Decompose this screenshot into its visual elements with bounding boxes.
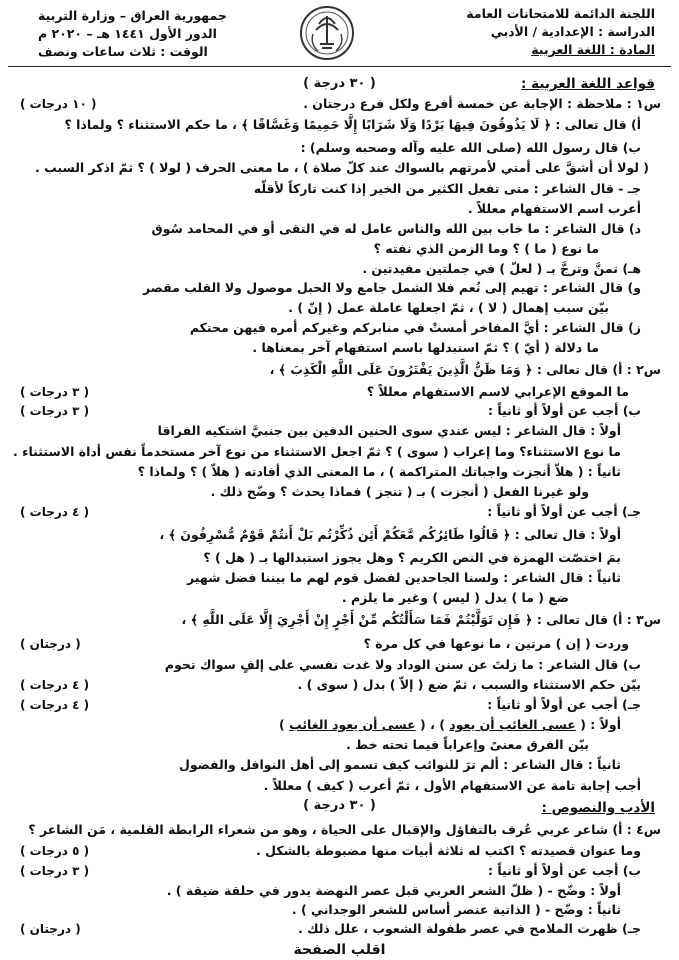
exam-time: الوقت : ثلاث ساعات ونصف <box>38 44 208 59</box>
q3-line: ب) قال الشاعر : ما زلتَ عن سنن الوداد ولا غدت نفسي على إلفٍ سواك تحوم <box>164 657 641 672</box>
q1-line: د) قال الشاعر : ما خاب بين الله والناس عامل له في التقى أو في المحامد سُوق <box>151 221 641 236</box>
q3-marks-a: ( درجتان ) <box>20 637 81 651</box>
q2-line: س٢ : أ) قال تعالى : ﴿ وَمَا ظَنُّ الَّذِينَ يَفْتَرُونَ عَلَى اللَّهِ الْكَذِبَ ﴾ ، <box>269 362 661 377</box>
q4-marks-c: ( درجتان ) <box>20 922 81 936</box>
q3-line: ثانياً : قال الشاعر : ألم ترَ للنوائب كيف تسمو إلى أهل النوافل والفضول <box>179 757 621 772</box>
q1-line: س١ : ملاحظة : الإجابة عن خمسة أفرع ولكل فرع درجتان . <box>303 96 661 111</box>
q1-marks: ( ١٠ درجات ) <box>20 97 97 111</box>
q4-marks-b: ( ٣ درجات ) <box>20 864 90 878</box>
q4-line: جـ) ظهرت الملامح في عصر طفولة الشعوب ، علل ذلك . <box>297 921 641 936</box>
q4-line: ب) أجب عن أولاً أو ثانياً : <box>488 863 641 878</box>
q1-line: أعرب اسم الاستفهام معللاً . <box>467 201 641 216</box>
q2-line: ما نوع الاستثناء؟ وما إعراب ( سوى ) ؟ ثمّ اجعل الاستثناء من نوع آخر مستخدماً نفس أداة الاستثناء . <box>12 444 621 459</box>
q4-line: أولاً : وضّح - ( ظلّ الشعر العربي قبل عصر النهضة يدور في حلقة ضيقة ) . <box>166 883 621 898</box>
q2-line: ثانياً : قال الشاعر : ولسنا الجاحدين لفضل قوم لهم ما بيننا فضل شهير <box>186 570 621 585</box>
q4-line: س٤ : أ) شاعر عربي عُرف بالتفاؤل والإقبال على الحياة ، وهو من شعراء الرابطة القلمية ، مَن الشاعر ؟ <box>28 822 661 837</box>
q4-line: وما عنوان قصيدته ؟ اكتب له ثلاثة أبيات منها مضبوطة بالشكل . <box>256 843 641 858</box>
committee-name: اللجنة الدائمة للامتحانات العامة <box>466 6 655 21</box>
q3-line: بيّن حكم الاستثناء والسبب ، ثمّ ضع ( إلاّ ) بدل ( سوى ) . <box>297 677 641 692</box>
ministry: جمهورية العراق – وزارة التربية <box>38 8 227 23</box>
q1-line: جـ - قال الشاعر : متى تفعل الكثير من الخير إذا كنت تاركاً لأقلّه <box>253 181 641 196</box>
q1-line: بيّن سبب إهمال ( لا ) ، ثمّ اجعلها عاملة عمل ( إنّ ) . <box>288 300 609 315</box>
q3-line: جـ) أجب عن أولاً أو ثانياً : <box>487 697 641 712</box>
q2-line: أولاً : قال الشاعر : ليس عندي سوى الحنين الدفين بين جنبيَّ اشتكيه الفراقا <box>157 423 621 438</box>
q3-marks-b: ( ٤ درجات ) <box>20 678 90 692</box>
section-literature-title: الأدب والنصوص : <box>541 800 655 816</box>
q1-line: ما دلالة ( أيّ ) ؟ ثمّ استبدلها باسم استفهام آخر بمعناها . <box>252 340 599 355</box>
q3-marks-c: ( ٤ درجات ) <box>20 698 90 712</box>
q2-line: أولاً : قال تعالى : ﴿ قَالُوا طَائِرُكُم مَّعَكُمْ أَئِن ذُكِّرْتُم بَلْ أَنتُمْ قَوْمٌ مُّسْرِفُونَ ﴾ ، <box>159 527 621 542</box>
q2-marks-a: ( ٣ درجات ) <box>20 385 90 399</box>
q2-marks-b: ( ٣ درجات ) <box>20 404 90 418</box>
q3-line: بيّن الفرق معنىً وإعراباً فيما تحته خط . <box>346 737 589 752</box>
q1-line: و) قال الشاعر : تهيم إلى نُعم فلا الشمل جامع ولا الحبل موصول ولا القلب مقصر <box>143 280 641 295</box>
header-divider <box>8 66 671 67</box>
q2-marks-c: ( ٤ درجات ) <box>20 505 90 519</box>
iraq-emblem-icon <box>296 4 358 62</box>
q1-line: هـ) تمنَّ وترجَّ بـ ( لعلّ ) في جملتين مفيدتين . <box>362 261 641 276</box>
q1-line: ز) قال الشاعر : أيَّ المفاخر أمستْ في منابركم وغيركم أمره فيهن محتكم <box>189 320 641 335</box>
q2-line: بمَ اختصّت الهمزة في النص الكريم ؟ وهل يجوز استبدالها بـ ( هل ) ؟ <box>203 550 621 565</box>
q3-line: وردت ( إن ) مرتين ، ما نوعها في كل مرة ؟ <box>363 636 629 651</box>
q3-line: أولاً : ( عسى الغائب أن يعود ) ، ( عسى أن يعود الغائب ) <box>279 717 621 732</box>
underlined-phrase: عسى أن يعود الغائب <box>289 717 416 732</box>
section-grammar-title: قواعد اللغة العربية : <box>521 76 655 92</box>
q1-line: ما نوع ( ما ) ؟ وما الزمن الذي نفته ؟ <box>373 241 599 256</box>
section-literature-marks: ( ٣٠ درجة ) <box>303 798 376 813</box>
study-branch: الدراسة : الإعدادية / الأدبي <box>490 24 655 39</box>
q2-line: ب) أجب عن أولاً أو ثانياً : <box>488 403 641 418</box>
turn-page-note: اقلب الصفحة <box>293 942 386 958</box>
q2-line: ما الموقع الإعرابي لاسم الاستفهام معللاً ؟ <box>366 384 629 399</box>
q3-line: س٣ : أ) قال تعالى : ﴿ فَإِن تَوَلَّيْتُمْ فَمَا سَأَلْتُكُم مِّنْ أَجْرٍ إِنْ أَجْرِيَ إِلَّا عَلَى اللَّهِ ﴾ ، <box>181 612 661 627</box>
q2-line: ولو غيرنا الفعل ( أنجزت ) بـ ( تنجز ) فماذا يحدث ؟ وضّح ذلك . <box>210 484 589 499</box>
q2-line: جـ) أجب عن أولاً أو ثانياً : <box>487 504 641 519</box>
subject: المادة : اللغة العربية <box>531 42 655 57</box>
q1-line: أ) قال تعالى : ﴿ لَا يَذُوقُونَ فِيهَا بَرْدًا وَلَا شَرَابًا إِلَّا حَمِيمًا وَغَسَّاقًا ﴾ ، ما حكم الاستثناء ؟ ولماذا ؟ <box>64 117 641 132</box>
q2-line: ثانياً : ( هلاّ أنجزت واجباتك المتراكمة ) ، ما المعنى الذي أفادته ( هلاّ ) ؟ ولماذا ؟ <box>137 464 621 479</box>
underlined-phrase: عسى الغائب أن يعود <box>449 717 576 732</box>
q2-line: ضع ( ما ) بدل ( ليس ) وغير ما يلزم . <box>341 590 569 605</box>
q1-line: ب) قال رسول الله (صلى الله عليه وآله وصحبه وسلم) : <box>300 140 641 155</box>
q3-line: أجب إجابة تامة عن الاستفهام الأول ، ثمّ أعرب ( كيف ) معللاً . <box>263 778 641 793</box>
q4-marks-a: ( ٥ درجات ) <box>20 844 90 858</box>
q1-line: ( لولا أن أشقَّ على أمتي لأمرتهم بالسواك عند كلّ صلاة ) ، ما معنى الحرف ( لولا ) ؟ ثمّ اذكر السبب . <box>35 160 649 175</box>
section-grammar-marks: ( ٣٠ درجة ) <box>303 76 376 91</box>
exam-round: الدور الأول ١٤٤١ هـ – ٢٠٢٠ م <box>38 26 217 41</box>
q4-line: ثانياً : وضّح - ( الذاتية عنصر أساس للشعر الوجداني ) . <box>291 902 621 917</box>
